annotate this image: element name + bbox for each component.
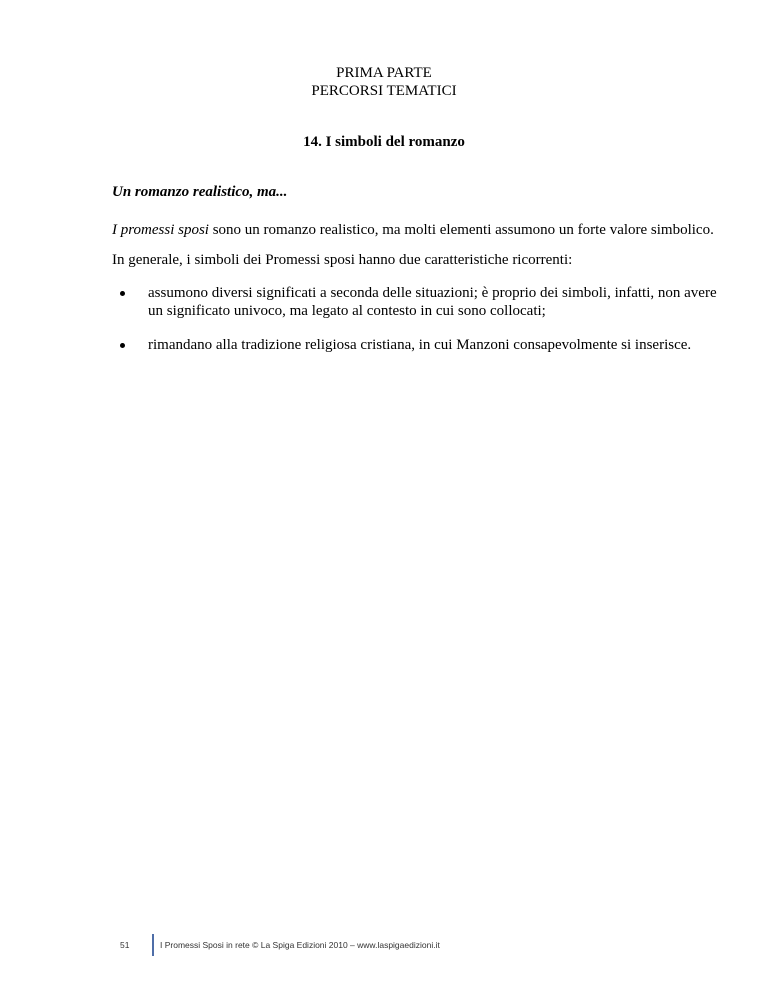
book-title-italic: I promessi sposi — [112, 222, 209, 238]
list-item-text: assumono diversi significati a seconda delle situazioni; è proprio dei simboli, infatti, non avere un significato univoco, ma legato al contesto in cui sono collocati; — [148, 285, 717, 319]
bullet-icon — [120, 291, 125, 296]
page-number: 51 — [120, 940, 130, 950]
footer-text: I Promessi Sposi in rete © La Spiga Edizioni 2010 – www.laspigaedizioni.it — [160, 940, 440, 950]
list-item — [112, 284, 724, 320]
chapter-title: 14. I simboli del romanzo — [303, 134, 465, 150]
part-title: PRIMA PARTE — [336, 65, 432, 81]
part-subtitle: PERCORSI TEMATICI — [311, 83, 457, 99]
bullet-icon — [120, 343, 125, 348]
part-header — [0, 64, 768, 100]
section-heading: Un romanzo realistico, ma... — [112, 184, 288, 200]
footer-divider — [152, 934, 154, 956]
intro-paragraph-text: sono un romanzo realistico, ma molti elementi assumono un forte valore simbolico. — [208, 222, 714, 238]
list-item-text: rimandano alla tradizione religiosa cristiana, in cui Manzoni consapevolmente si inserisce. — [148, 337, 692, 353]
intro-paragraph — [112, 221, 722, 239]
list-item — [112, 336, 724, 354]
general-paragraph: In generale, i simboli dei Promessi sposi hanno due caratteristiche ricorrenti: — [112, 252, 573, 268]
page-footer — [120, 934, 440, 956]
